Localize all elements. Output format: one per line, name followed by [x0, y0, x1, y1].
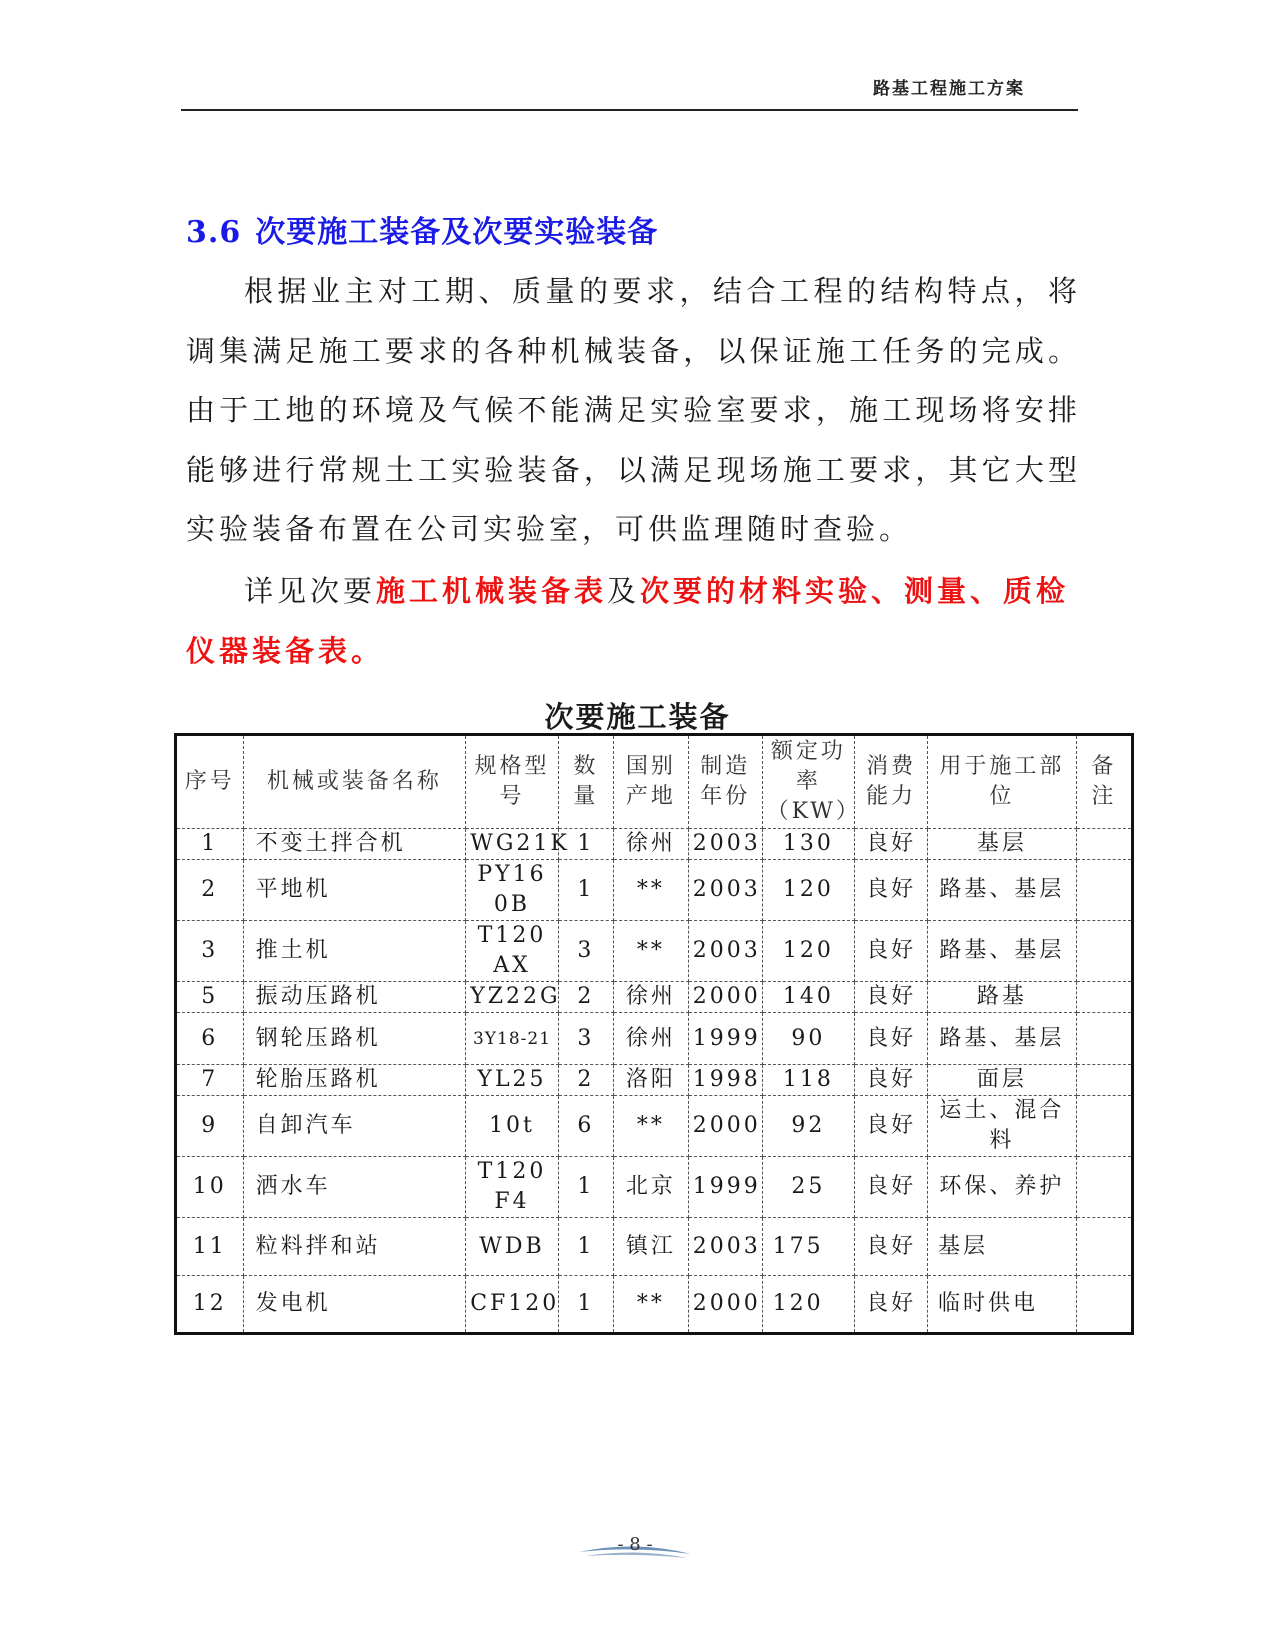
- cell-qty: 1: [558, 860, 613, 921]
- section-number: 3.6: [186, 215, 242, 250]
- cell-origin: 徐州: [613, 1013, 688, 1065]
- cell-note: [1076, 1157, 1132, 1218]
- reference-middle: 及: [607, 574, 641, 608]
- cell-power: 120: [762, 1276, 855, 1334]
- cell-year: 2003: [688, 860, 762, 921]
- cell-note: [1076, 921, 1132, 982]
- section-heading: [186, 207, 658, 251]
- cell-name: 发电机: [243, 1276, 466, 1334]
- header-title: 路基工程施工方案: [873, 79, 1025, 99]
- cell-usage: 路基: [928, 982, 1077, 1013]
- cell-condition: 良好: [855, 982, 928, 1013]
- cell-qty: 1: [558, 829, 613, 860]
- cell-usage: 基层: [928, 1218, 1077, 1276]
- section-title: 次要施工装备及次要实验装备: [255, 215, 659, 250]
- cell-note: [1076, 829, 1132, 860]
- cell-qty: 3: [558, 1013, 613, 1065]
- equipment-table: [174, 733, 1134, 1335]
- cell-seq: 11: [176, 1218, 244, 1276]
- cell-power: 118: [762, 1065, 855, 1096]
- cell-usage: 路基、基层: [928, 1013, 1077, 1065]
- cell-origin: **: [613, 860, 688, 921]
- cell-power: 130: [762, 829, 855, 860]
- cell-condition: 良好: [855, 1218, 928, 1276]
- cell-seq: 9: [176, 1096, 244, 1157]
- cell-model: WG21K: [466, 829, 559, 860]
- table-row: [176, 1276, 1133, 1334]
- cell-power: 175: [762, 1218, 855, 1276]
- cell-name: 洒水车: [243, 1157, 466, 1218]
- cell-note: [1076, 1065, 1132, 1096]
- table-row: [176, 1096, 1133, 1157]
- cell-usage: 基层: [928, 829, 1077, 860]
- cell-seq: 7: [176, 1065, 244, 1096]
- cell-seq: 3: [176, 921, 244, 982]
- cell-model: WDB: [466, 1218, 559, 1276]
- cell-name: 自卸汽车: [243, 1096, 466, 1157]
- table-row: [176, 1157, 1133, 1218]
- cell-condition: 良好: [855, 1157, 928, 1218]
- table-row: [176, 860, 1133, 921]
- cell-name: 钢轮压路机: [243, 1013, 466, 1065]
- instrument-table-reference: 次要的材料实验、测量、质检仪器装备表。: [186, 574, 1070, 668]
- cell-seq: 10: [176, 1157, 244, 1218]
- header-year: 制造年份: [688, 735, 762, 829]
- cell-usage: 临时供电: [928, 1276, 1077, 1334]
- table-row: [176, 1013, 1133, 1065]
- cell-origin: **: [613, 921, 688, 982]
- cell-usage: 路基、基层: [928, 921, 1077, 982]
- cell-year: 2003: [688, 829, 762, 860]
- header-seq: 序号: [176, 735, 244, 829]
- header-rule: [181, 109, 1078, 111]
- cell-model: YZ22G: [466, 982, 559, 1013]
- cell-model: 3Y18-21: [466, 1013, 559, 1065]
- cell-power: 25: [762, 1157, 855, 1218]
- cell-power: 120: [762, 921, 855, 982]
- cell-condition: 良好: [855, 860, 928, 921]
- header-condition: 消费能力: [855, 735, 928, 829]
- cell-usage: 环保、养护: [928, 1157, 1077, 1218]
- reference-prefix: 详见次要: [244, 574, 377, 608]
- cell-condition: 良好: [855, 1276, 928, 1334]
- cell-name: 不变土拌合机: [243, 829, 466, 860]
- table-title: 次要施工装备: [544, 700, 731, 734]
- cell-model: 10t: [466, 1096, 559, 1157]
- cell-note: [1076, 1218, 1132, 1276]
- cell-note: [1076, 1096, 1132, 1157]
- machinery-table-reference: 施工机械装备表: [376, 574, 608, 608]
- table-row: [176, 829, 1133, 860]
- cell-year: 1999: [688, 1013, 762, 1065]
- header-power: 额定功率（KW）: [762, 735, 855, 829]
- cell-year: 1999: [688, 1157, 762, 1218]
- cell-origin: 镇江: [613, 1218, 688, 1276]
- cell-origin: 徐州: [613, 829, 688, 860]
- cell-name: 推土机: [243, 921, 466, 982]
- cell-name: 轮胎压路机: [243, 1065, 466, 1096]
- cell-condition: 良好: [855, 921, 928, 982]
- cell-origin: **: [613, 1096, 688, 1157]
- cell-year: 2000: [688, 1276, 762, 1334]
- header-name: 机械或装备名称: [243, 735, 466, 829]
- header-qty: 数量: [558, 735, 613, 829]
- cell-qty: 6: [558, 1096, 613, 1157]
- cell-origin: 徐州: [613, 982, 688, 1013]
- cell-model: T120F4: [466, 1157, 559, 1218]
- page-number: - 8 -: [617, 1534, 653, 1555]
- cell-note: [1076, 1276, 1132, 1334]
- cell-qty: 1: [558, 1157, 613, 1218]
- cell-seq: 5: [176, 982, 244, 1013]
- cell-condition: 良好: [855, 1065, 928, 1096]
- reference-paragraph: [186, 562, 1081, 681]
- page-footer: [575, 1534, 695, 1564]
- cell-model: PY160B: [466, 860, 559, 921]
- cell-origin: 洛阳: [613, 1065, 688, 1096]
- cell-condition: 良好: [855, 1013, 928, 1065]
- table-row: [176, 921, 1133, 982]
- table-header-row: [176, 735, 1133, 829]
- cell-name: 平地机: [243, 860, 466, 921]
- cell-model: CF120: [466, 1276, 559, 1334]
- cell-seq: 1: [176, 829, 244, 860]
- cell-qty: 1: [558, 1218, 613, 1276]
- cell-note: [1076, 860, 1132, 921]
- cell-name: 振动压路机: [243, 982, 466, 1013]
- intro-paragraph: 根据业主对工期、质量的要求，结合工程的结构特点，将调集满足施工要求的各种机械装备，以保证施工任务的完成。由于工地的环境及气候不能满足实验室要求，施工现场将安排能够进行常规土工实验装备，以满足现场施工要求，其它大型实验装备布置在公司实验室，可供监理随时查验。: [186, 274, 1081, 546]
- table-row: [176, 1218, 1133, 1276]
- cell-origin: 北京: [613, 1157, 688, 1218]
- cell-usage: 面层: [928, 1065, 1077, 1096]
- cell-qty: 1: [558, 1276, 613, 1334]
- header-origin: 国别产地: [613, 735, 688, 829]
- cell-usage: 运土、混合料: [928, 1096, 1077, 1157]
- cell-year: 2003: [688, 1218, 762, 1276]
- cell-note: [1076, 1013, 1132, 1065]
- cell-qty: 2: [558, 1065, 613, 1096]
- cell-condition: 良好: [855, 829, 928, 860]
- cell-model: YL25: [466, 1065, 559, 1096]
- header-usage: 用于施工部位: [928, 735, 1077, 829]
- cell-year: 2000: [688, 1096, 762, 1157]
- cell-note: [1076, 982, 1132, 1013]
- cell-origin: **: [613, 1276, 688, 1334]
- cell-seq: 12: [176, 1276, 244, 1334]
- cell-qty: 3: [558, 921, 613, 982]
- cell-power: 92: [762, 1096, 855, 1157]
- cell-seq: 2: [176, 860, 244, 921]
- cell-model: T120AX: [466, 921, 559, 982]
- cell-power: 140: [762, 982, 855, 1013]
- header-note: 备注: [1076, 735, 1132, 829]
- cell-condition: 良好: [855, 1096, 928, 1157]
- cell-usage: 路基、基层: [928, 860, 1077, 921]
- table-row: [176, 982, 1133, 1013]
- cell-year: 2003: [688, 921, 762, 982]
- cell-qty: 2: [558, 982, 613, 1013]
- cell-seq: 6: [176, 1013, 244, 1065]
- table-row: [176, 1065, 1133, 1096]
- cell-name: 粒料拌和站: [243, 1218, 466, 1276]
- cell-power: 120: [762, 860, 855, 921]
- cell-year: 2000: [688, 982, 762, 1013]
- cell-power: 90: [762, 1013, 855, 1065]
- header-model: 规格型号: [466, 735, 559, 829]
- cell-year: 1998: [688, 1065, 762, 1096]
